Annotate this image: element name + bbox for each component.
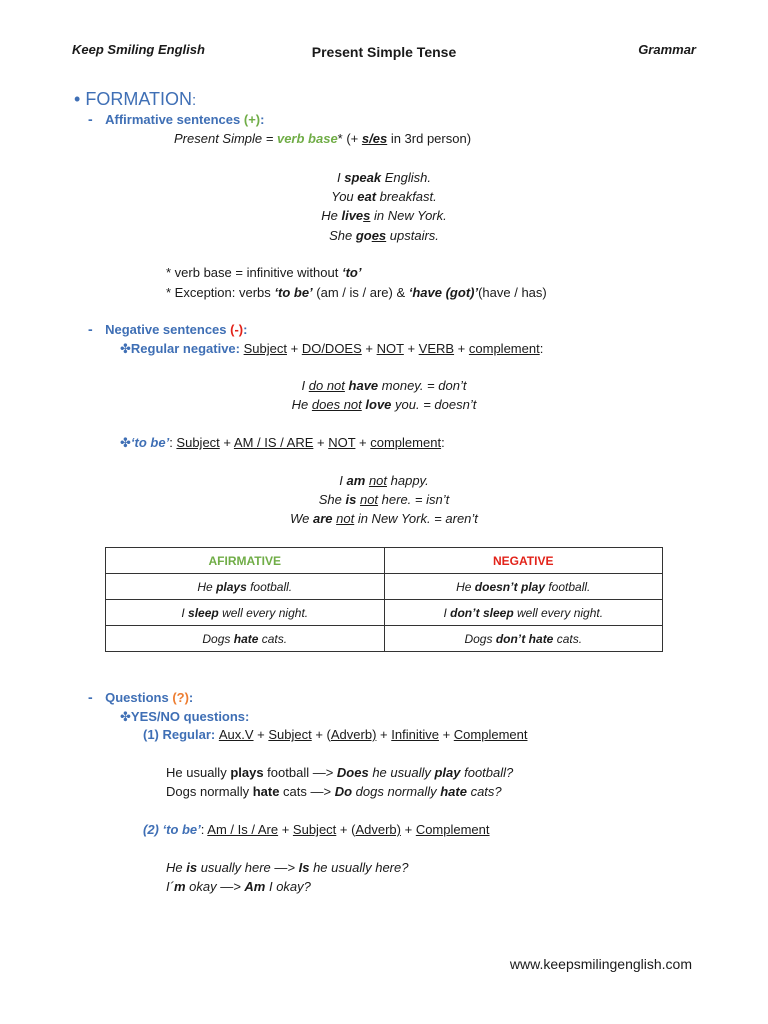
example-sentence: I´m okay —> Am I okay? <box>166 879 311 894</box>
column-header-negative: NEGATIVE <box>384 548 663 574</box>
formation-label: FORMATION <box>85 89 192 109</box>
bullet-icon: • <box>74 89 81 109</box>
example-sentence: I am not happy. <box>339 473 429 488</box>
example-sentence: You eat breakfast. <box>331 189 437 204</box>
example-sentence: She is not here. = isn’t <box>318 492 450 507</box>
cross-icon: ✤ <box>120 435 131 450</box>
table-cell: Dogs hate cats. <box>106 626 385 652</box>
note-exception: * Exception: verbs ‘to be’ (am / is / are) & ‘have (got)’(have / has) <box>166 285 547 300</box>
affirmative-heading: - Affirmative sentences (+): <box>88 111 265 127</box>
table-cell: I sleep well every night. <box>106 600 385 626</box>
comparison-table <box>105 547 663 652</box>
cross-icon: ✤ <box>120 709 131 724</box>
cross-icon: ✤ <box>120 341 131 356</box>
table-row <box>106 600 663 626</box>
dash-icon: - <box>88 689 93 705</box>
example-sentence: He usually plays football —> Does he usually play football? <box>166 765 514 780</box>
negative-heading: - Negative sentences (-): <box>88 321 248 337</box>
example-sentence: We are not in New York. = aren’t <box>290 511 478 526</box>
example-sentence: I speak English. <box>337 170 431 185</box>
header-brand: Keep Smiling English <box>72 42 205 57</box>
table-cell: I don’t sleep well every night. <box>384 600 663 626</box>
table-header-row <box>106 548 663 574</box>
dash-icon: - <box>88 321 93 337</box>
dash-icon: - <box>88 111 93 127</box>
example-sentence: She goes upstairs. <box>329 228 439 243</box>
table-row <box>106 626 663 652</box>
regular-negative-rule: ✤Regular negative: Subject + DO/DOES + NOT + VERB + complement: <box>120 341 544 356</box>
tobe-negative-rule: ✤‘to be’: Subject + AM / IS / ARE + NOT + complement: <box>120 435 445 450</box>
table-cell: He doesn’t play football. <box>384 574 663 600</box>
example-sentence: He does not love you. = doesn’t <box>291 397 477 412</box>
formation-heading: • FORMATION: <box>74 89 197 109</box>
regular-question-rule: (1) Regular: Aux.V + Subject + (Adverb) + Infinitive + Complement <box>143 727 528 742</box>
example-sentence: He is usually here —> Is he usually here? <box>166 860 409 875</box>
footer-website[interactable]: www.keepsmilingenglish.com <box>509 956 692 972</box>
table-cell: Dogs don’t hate cats. <box>384 626 663 652</box>
tobe-question-rule: (2) ‘to be’: Am / Is / Are + Subject + (Adverb) + Complement <box>143 822 490 837</box>
column-header-affirmative: AFIRMATIVE <box>106 548 385 574</box>
page-title: Present Simple Tense <box>311 44 457 60</box>
header-category: Grammar <box>638 42 696 57</box>
table-row <box>106 574 663 600</box>
example-sentence: Dogs normally hate cats —> Do dogs normally hate cats? <box>166 784 502 799</box>
note-verb-base: * verb base = infinitive without ‘to’ <box>166 265 362 280</box>
example-sentence: He lives in New York. <box>321 208 447 223</box>
table-cell: He plays football. <box>106 574 385 600</box>
yesno-heading: ✤YES/NO questions: <box>120 709 250 724</box>
affirmative-rule: Present Simple = verb base* (+ s/es in 3rd person) <box>174 131 472 146</box>
example-sentence: I do not have money. = don’t <box>301 378 467 393</box>
questions-heading: - Questions (?): <box>88 689 194 705</box>
